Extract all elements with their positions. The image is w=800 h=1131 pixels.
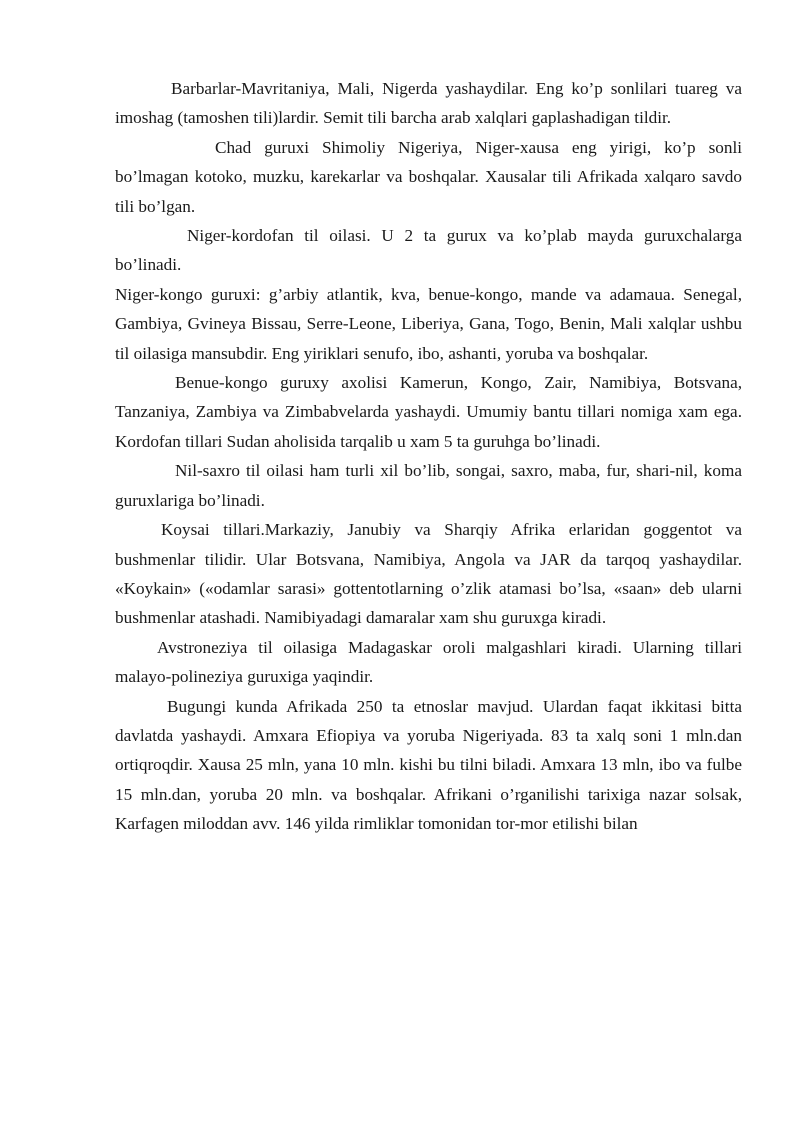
paragraph-niger-kordofan: Niger-kordofan til oilasi. U 2 ta gurux va ko’plab mayda guruxchalarga bo’linadi. (115, 226, 742, 275)
paragraph-chad-guruxi: Chad guruxi Shimoliy Nigeriya, Niger-xausa eng yirigi, ko’p sonli bo’lmagan kotoko, muzku, karekarlar va boshqalar. Xausalar tili Afrikada xalqaro savdo tili bo’lgan. (115, 137, 742, 216)
paragraph-barbarlar: Barbarlar-Mavritaniya, Mali, Nigerda yashaydilar. Eng ko’p sonlilari tuareg va imoshag (tamoshen tili)lardir. Semit tili barcha arab xalqlari gaplashadigan tildir. (115, 79, 742, 128)
paragraph-koysai: Koysai tillari.Markaziy, Janubiy va Sharqiy Afrika erlaridan goggentot va bushmenlar tilidir. Ular Botsvana, Namibiya, Angola va JAR da tarqoq yashaydilar. «Koykain» («odamlar sarasi» gottentotlarning o’zlik atamasi bo’lsa, «saan» deb ularni bushmenlar atashadi. Namibiyadagi damaralar xam shu guruxga kiradi. (115, 520, 742, 628)
paragraph-niger-kongo: Niger-kongo guruxi: g’arbiy atlantik, kva, benue-kongo, mande va adamaua. Senegal, Gambiya, Gvineya Bissau, Serre-Leone, Liberiya, Gana, Togo, Benin, Mali xalqlar ushbu til oilasiga mansubdir. Eng yiriklari senufo, ibo, ashanti, yoruba va boshqalar. (115, 284, 742, 363)
paragraph-benue-kongo: Benue-kongo guruxy axolisi Kamerun, Kongo, Zair, Namibiya, Botsvana, Tanzaniya, Zambiya va Zimbabvelarda yashaydi. Umumiy bantu tillari nomiga xam ega. Kordofan tillari Sudan aholisida tarqalib u xam 5 ta guruhga bo’linadi. (115, 373, 742, 451)
paragraph-nil-saxro: Nil-saxro til oilasi ham turli xil bo’lib, songai, saxro, maba, fur, shari-nil, koma guruxlariga bo’linadi. (115, 461, 742, 510)
paragraph-etnoslar: Bugungi kunda Afrikada 250 ta etnoslar mavjud. Ulardan faqat ikkitasi bitta davlatda yashaydi. Amxara Efiopiya va yoruba Nigeriyada. 83 ta xalq soni 1 mln.dan ortiqroqdir. Xausa 25 mln, yana 10 mln. kishi bu tilni biladi. Amxara 13 mln, ibo va fulbe 15 mln.dan, yoruba 20 mln. va boshqalar. Afrikani o’rganilishi tarixiga nazar solsak, Karfagen miloddan avv. 146 yilda rimliklar tomonidan tor-mor etilishi bilan (115, 696, 742, 834)
document-body (115, 74, 742, 839)
paragraph-avstroneziya: Avstroneziya til oilasiga Madagaskar oroli malgashlari kiradi. Ularning tillari malayo-polineziya guruxiga yaqindir. (115, 637, 742, 687)
